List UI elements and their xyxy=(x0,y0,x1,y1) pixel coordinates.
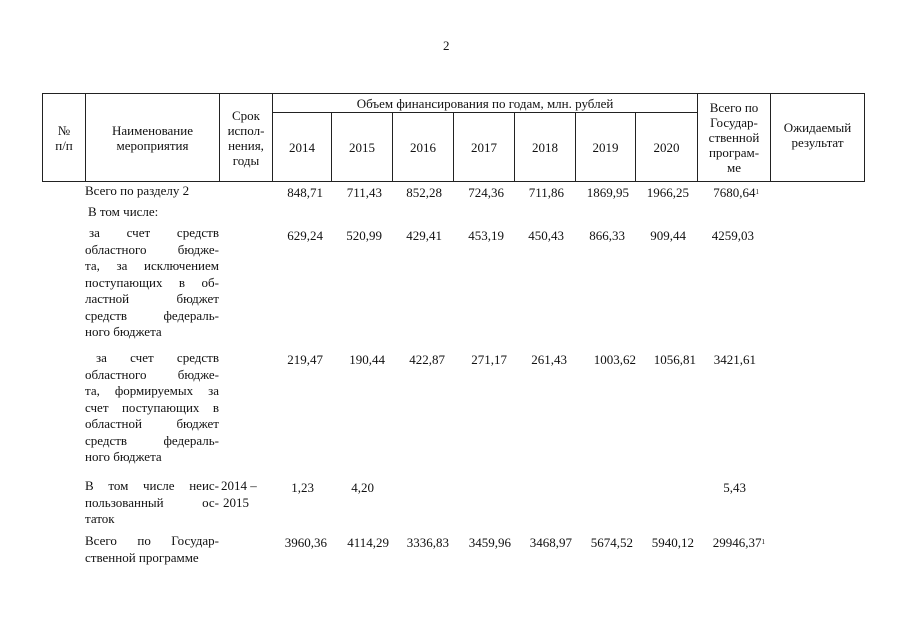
federal-label xyxy=(85,350,219,466)
program-total-label xyxy=(85,533,219,566)
federal-label-line: за счет средств xyxy=(96,350,219,365)
federal-total: 3421,61 xyxy=(713,352,756,367)
program-total-value: 5674,52 xyxy=(590,535,633,550)
regional-value: 520,99 xyxy=(346,228,382,243)
program-total-value: 3336,83 xyxy=(406,535,449,550)
federal-label-line: областного бюдже- xyxy=(85,366,219,382)
header-total: Всего по Государ- ственной програм- ме xyxy=(698,94,771,182)
page-number: 2 xyxy=(443,38,450,53)
unused-value: 4,20 xyxy=(351,480,374,495)
regional-value: 450,43 xyxy=(528,228,564,243)
unused-term xyxy=(221,478,257,511)
footnote-mark: 1 xyxy=(755,188,759,196)
federal-value: 261,43 xyxy=(531,352,567,367)
federal-label-line: средств федераль- xyxy=(85,432,219,448)
section-total-grand-value: 7680,64 xyxy=(713,185,756,200)
regional-value: 429,41 xyxy=(406,228,442,243)
section-total-grand xyxy=(713,185,759,201)
regional-value: 909,44 xyxy=(650,228,686,243)
unused-term-line: 2015 xyxy=(223,494,249,510)
federal-value: 1056,81 xyxy=(653,352,696,367)
unused-value: 1,23 xyxy=(291,480,314,495)
regional-label xyxy=(85,225,219,341)
unused-label xyxy=(85,478,219,528)
program-total-value: 4114,29 xyxy=(347,535,389,550)
table-header xyxy=(42,93,865,182)
regional-value: 453,19 xyxy=(468,228,504,243)
federal-label-line: та, формируемых за xyxy=(85,383,219,398)
footnote-mark: 1 xyxy=(761,538,765,546)
federal-value: 271,17 xyxy=(471,352,507,367)
program-total-value: 3960,36 xyxy=(284,535,327,550)
regional-label-line: областного бюдже- xyxy=(85,241,219,257)
regional-label-line: за счет средств xyxy=(89,225,219,240)
program-total-grand-value: 29946,37 xyxy=(712,535,762,550)
federal-value: 1003,62 xyxy=(593,352,636,367)
section-total-value: 711,86 xyxy=(528,185,564,200)
regional-total: 4259,03 xyxy=(711,228,754,243)
including-label: В том числе: xyxy=(88,204,159,219)
federal-value: 219,47 xyxy=(287,352,323,367)
regional-label-line: ного бюджета xyxy=(85,324,162,339)
header-year: 2020 xyxy=(636,113,698,182)
regional-label-line: поступающих в об- xyxy=(85,274,219,290)
header-result: Ожидаемый результат xyxy=(771,94,865,182)
program-total-value: 3459,96 xyxy=(468,535,511,550)
section-total-value: 711,43 xyxy=(346,185,382,200)
unused-label-line: В том числе неис- xyxy=(85,478,219,493)
program-total-value: 3468,97 xyxy=(529,535,572,550)
header-year: 2015 xyxy=(332,113,393,182)
header-year: 2018 xyxy=(515,113,576,182)
header-term: Срок испол- нения, годы xyxy=(220,94,273,182)
regional-label-line: ластной бюджет xyxy=(85,291,219,306)
federal-label-line: ного бюджета xyxy=(85,449,162,464)
federal-label-line: счет поступающих в xyxy=(85,399,219,415)
federal-value: 190,44 xyxy=(349,352,385,367)
header-num: № п/п xyxy=(43,94,86,182)
federal-label-line: областной бюджет xyxy=(85,416,219,431)
header-funding-title: Объем финансирования по годам, млн. рублей xyxy=(273,94,698,113)
regional-label-line: та, за исключением xyxy=(85,258,219,273)
regional-value: 866,33 xyxy=(589,228,625,243)
header-year: 2014 xyxy=(273,113,332,182)
header-name: Наименование мероприятия xyxy=(86,94,220,182)
header-year: 2019 xyxy=(576,113,636,182)
program-total-label-line: ственной программе xyxy=(85,549,199,565)
section-total-value: 1966,25 xyxy=(646,185,689,200)
federal-value: 422,87 xyxy=(409,352,445,367)
unused-term-line: 2014 – xyxy=(221,478,257,493)
header-year: 2016 xyxy=(393,113,454,182)
regional-value: 629,24 xyxy=(287,228,323,243)
unused-label-line: таток xyxy=(85,511,115,526)
program-total-value: 5940,12 xyxy=(651,535,694,550)
program-total-grand xyxy=(713,535,765,551)
regional-label-line: средств федераль- xyxy=(85,307,219,323)
header-year: 2017 xyxy=(454,113,515,182)
unused-total: 5,43 xyxy=(723,480,746,495)
section-total-label: Всего по разделу 2 xyxy=(85,183,190,198)
section-total-value: 852,28 xyxy=(406,185,442,200)
section-total-value: 848,71 xyxy=(287,185,323,200)
unused-label-line: пользованный ос- xyxy=(85,494,219,510)
program-total-label-line: Всего по Государ- xyxy=(85,533,219,548)
section-total-value: 724,36 xyxy=(468,185,504,200)
section-total-value: 1869,95 xyxy=(586,185,629,200)
